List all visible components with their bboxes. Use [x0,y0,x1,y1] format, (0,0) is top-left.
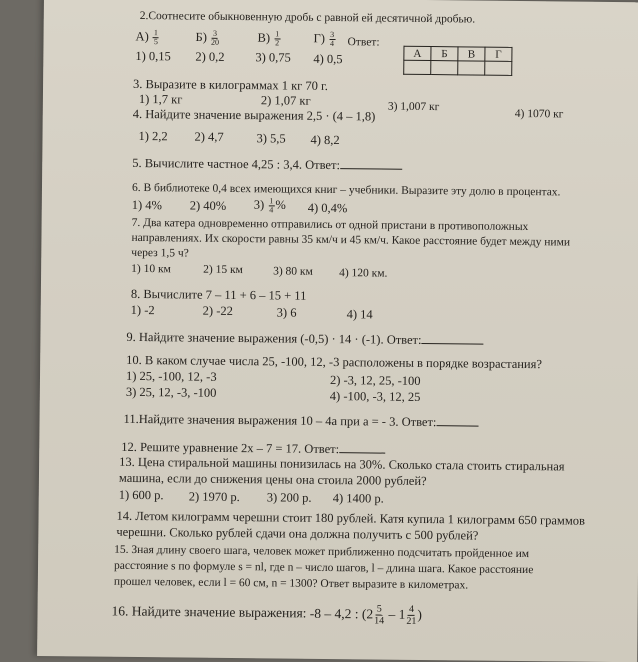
q13-option-2: 2) 1970 р. [188,489,240,505]
q3-title: 3. Выразите в килограммах 1 кг 70 г. [133,76,328,93]
q10-option-1: 1) 25, -100, 12, -3 [125,368,217,384]
q2-answer-cell-c[interactable] [458,61,485,75]
q2-answer-cell-a[interactable] [404,60,431,74]
q10-option-3: 3) 25, 12, -3, -100 [125,384,217,400]
worksheet-page [37,0,638,662]
q7-line-3: через 1,5 ч? [131,246,189,260]
q7-option-3: 3) 80 км [273,265,313,278]
q6-option-1: 1) 4% [131,197,163,213]
q9-title: 9. Найдите значение выражения (-0,5) · 14 · (-1). Ответ: [126,329,483,349]
q2-item-b: Б) $\frac{3}{20}$ [195,28,220,47]
q2-answer-cell-d[interactable] [485,61,512,75]
q2-item-a: А) $\frac{1}{5}$ [135,28,158,47]
q9-answer-blank[interactable] [422,332,484,345]
q13-option-1: 1) 600 р. [118,487,164,503]
q2-option-4: 4) 0,5 [313,51,343,67]
q4-option-3: 3) 5,5 [256,131,286,146]
q13-line-1: 13. Цена стиральной машины понизилась на 30%. Сколько стала стоить стиральная [119,454,565,474]
q7-line-2: направлениях. Их скорости равны 35 км/ч и 45 км/ч. Какое расстояние будет между ними [131,231,571,249]
q6-title: 6. В библиотеке 0,4 всех имеющихся книг – учебники. Выразите эту долю в процентах. [131,181,561,199]
q4-option-2: 2) 4,7 [194,129,224,144]
q6-option-4: 4) 0,4% [307,200,348,216]
q4-option-1: 1) 2,2 [138,128,168,144]
q10-option-2: 2) -3, 12, 25, -100 [329,373,421,388]
q4-option-4: 4) 8,2 [310,132,340,148]
q8-option-4: 4) 14 [346,307,373,322]
q11-title: 11.Найдите значения выражения 10 – 4a при a = - 3. Ответ: [123,411,478,431]
q3-option-1: 1) 1,7 кг [138,92,183,107]
q8-option-1: 1) -2 [130,302,155,318]
q2-option-3: 3) 0,75 [255,50,291,65]
q7-option-1: 1) 10 км [131,262,171,276]
q12-title: 12. Решите уравнение 2x – 7 = 17. Ответ: [121,439,385,458]
q13-line-2: машина, если до снижения цены она стоила 2000 рублей? [118,470,427,489]
q15-line-2: расстояние s по формуле s = nl, где n – число шагов, l – длина шага. Какое расстояние [113,559,534,577]
q8-option-3: 3) 6 [276,305,297,320]
q2-option-1: 1) 0,15 [135,48,171,64]
q12-answer-blank[interactable] [339,441,385,453]
q2-table-header-a: А [404,46,431,60]
q3-option-4: 4) 1070 кг [514,107,564,121]
q2-title: 2.Соотнесите обыкновенную дробь с равной ей десятичной дробью. [139,10,476,26]
q15-line-3: прошел человек, если l = 60 см, n = 1300? Ответ выразите в километрах. [113,575,469,592]
q6-option-3: 3) $\frac{1}{4}$ % [253,196,286,215]
q2-option-2: 2) 0,2 [195,49,225,64]
q16-title: 16. Найдите значение выражения: -8 – 4,2 : (2 $\frac{5}{14}$ – 1 $\frac{4}{21}$ ) [111,603,423,627]
q10-title: 10. В каком случае числа 25, -100, 12, -3 расположены в порядке возрастания? [126,352,543,372]
q13-option-3: 3) 200 р. [266,490,312,505]
q14-line-1: 14. Летом килограмм черешни стоит 180 рублей. Катя купила 1 килограмм 650 граммов [116,508,585,528]
q10-option-4: 4) -100, -3, 12, 25 [329,389,421,404]
q2-answer-table [403,46,512,76]
q3-option-2: 2) 1,07 кг [260,93,311,108]
q13-option-4: 4) 1400 р. [332,491,384,506]
q4-title: 4. Найдите значение выражения 2,5 · (4 – 1,8) [132,106,376,124]
q7-option-2: 2) 15 км [203,263,243,277]
q14-line-2: черешни. Сколько рублей сдачи она должна получить с 500 рублей? [116,524,479,543]
q8-title: 8. Вычислите 7 – 11 + 6 – 15 + 11 [130,286,307,303]
q6-option-2: 2) 40% [189,198,227,213]
q2-table-header-c: В [458,47,485,61]
q2-item-d: Г) $\frac{3}{4}$ [313,29,335,49]
q16-expression: -8 – 4,2 : (2 $\frac{5}{14}$ – 1 $\frac{4}{21}$ ) [309,603,423,627]
q2-answer-cell-b[interactable] [431,61,458,75]
q8-option-2: 2) -22 [202,303,233,318]
q2-answer-label: Ответ: [347,36,380,49]
q2-table-header-b: Б [431,47,458,61]
q15-line-1: 15. Зная длину своего шага, человек может приближенно подсчитать пройденное им [114,543,530,561]
q3-option-3: 3) 1,007 кг [387,100,440,114]
q7-line-1: 7. Два катера одновременно отправились от одной пристани в противоположных [131,216,529,234]
q11-answer-blank[interactable] [436,414,478,426]
q5-answer-blank[interactable] [340,157,402,170]
q2-table-header-d: Г [485,47,512,61]
q2-item-c: В) $\frac{1}{2}$ [257,29,280,48]
q7-option-4: 4) 120 км. [339,267,388,280]
q5-title: 5. Вычислите частное 4,25 : 3,4. Ответ: [132,155,402,174]
